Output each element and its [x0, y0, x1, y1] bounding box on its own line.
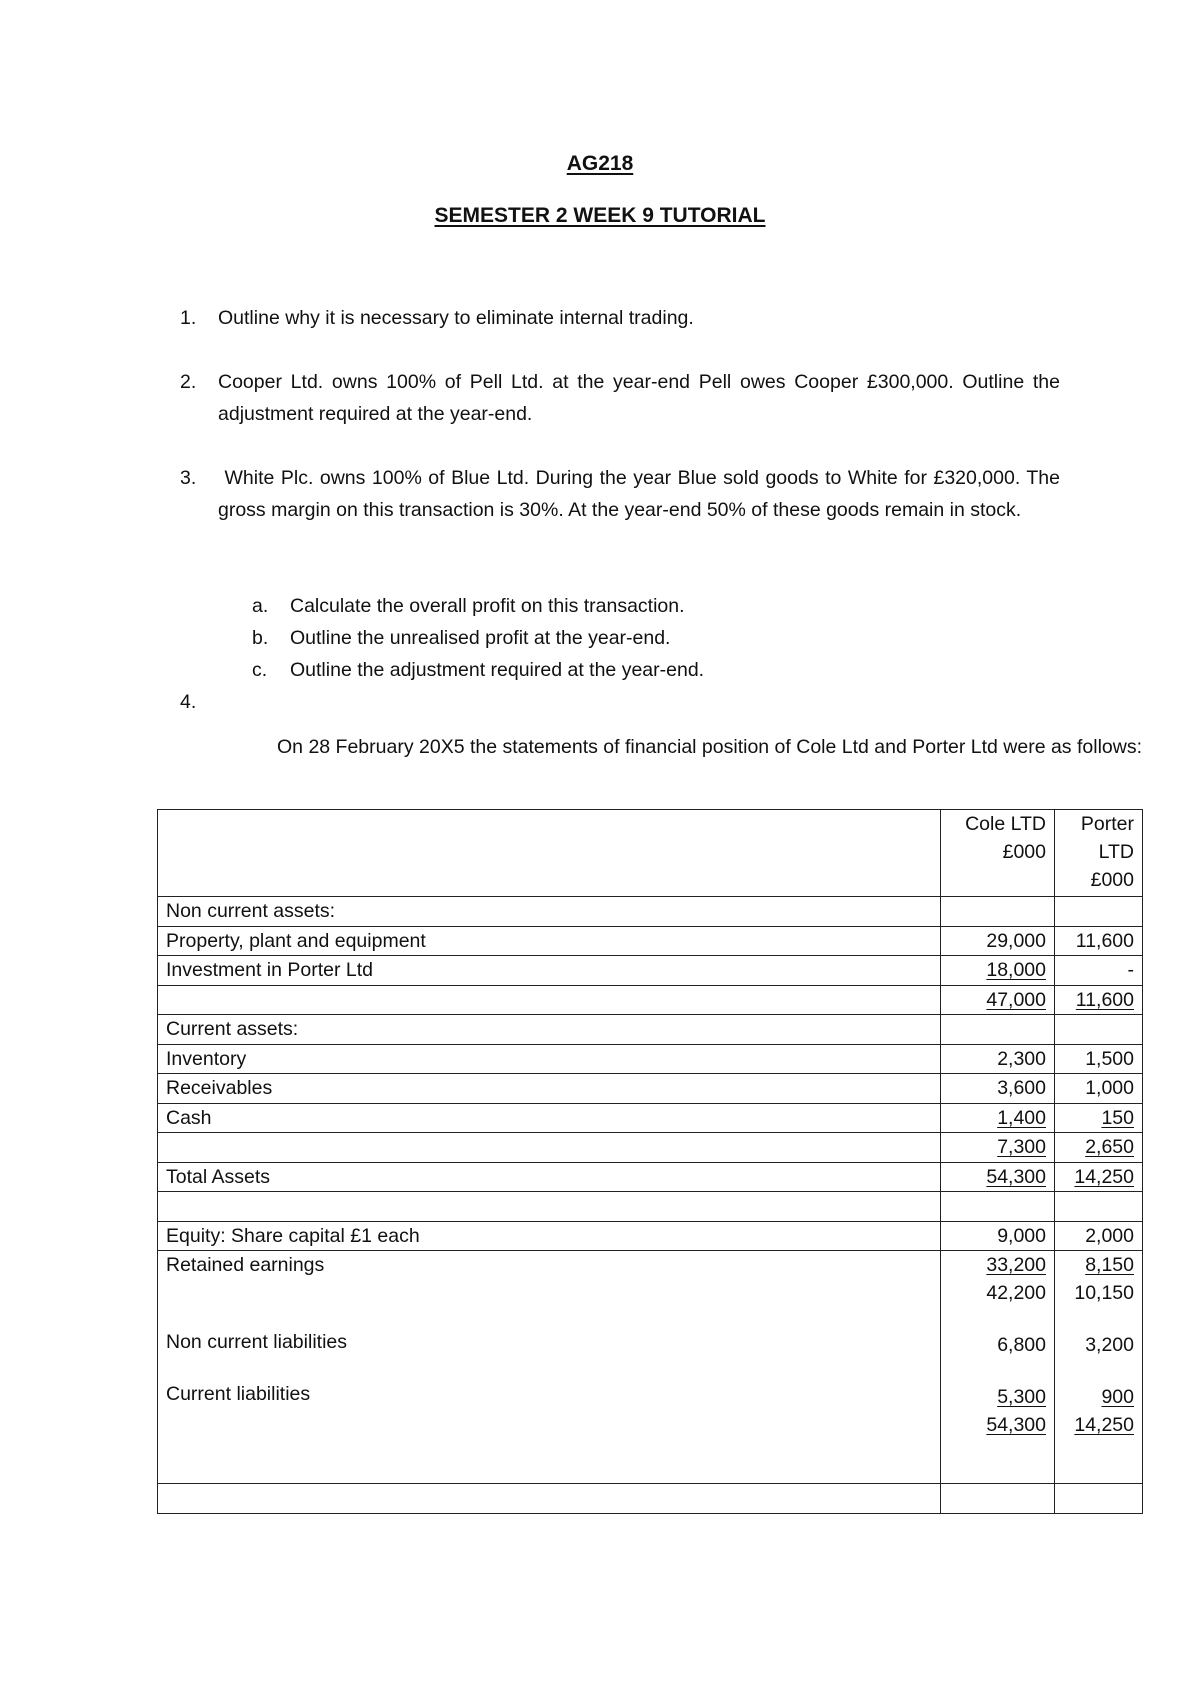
porter-retained: 8,150: [1085, 1254, 1134, 1276]
non-current-liabilities-label: Non current liabilities: [166, 1331, 347, 1353]
porter-value-text: 150: [1101, 1106, 1134, 1129]
porter-subtotal: 11,600: [1075, 988, 1134, 1011]
spacer: [166, 1308, 932, 1328]
question-number: 3.: [180, 467, 197, 489]
table-row: [158, 1103, 1143, 1133]
porter-value: 11,600: [1055, 926, 1143, 956]
current-liabilities-label: Current liabilities: [166, 1383, 311, 1405]
header-porter-name-2: LTD: [1098, 841, 1134, 863]
row-label: Equity: Share capital £1 each: [158, 1221, 941, 1251]
porter-value: [1055, 985, 1143, 1015]
subquestion-b: [252, 622, 1052, 654]
cole-value: 29,000: [941, 926, 1055, 956]
row-label: Investment in Porter Ltd: [158, 956, 941, 986]
row-label: [158, 1484, 941, 1514]
question-number: 2.: [180, 371, 197, 393]
porter-equity-liabilities: [1055, 1251, 1143, 1484]
cole-cl: 5,300: [997, 1386, 1046, 1408]
tutorial-title: SEMESTER 2 WEEK 9 TUTORIAL: [434, 204, 766, 227]
cole-value: [941, 1484, 1055, 1514]
subquestion-a: [252, 590, 1052, 622]
question-text: White Plc. owns 100% of Blue Ltd. During the year Blue sold goods to White for £320,000. The gross margin on this transaction is 30%. At the year-end 50% of these goods remain in stock.: [218, 467, 1066, 521]
subquestion-text: Calculate the overall profit on this transaction.: [290, 595, 685, 617]
subquestion-text: Outline the unrealised profit at the year-end.: [290, 627, 671, 649]
question-text: Cooper Ltd. owns 100% of Pell Ltd. at the year-end Pell owes Cooper £300,000. Outline the adjustment required at the year-end.: [218, 371, 1060, 425]
cole-value: 3,600: [941, 1074, 1055, 1104]
cole-value: [941, 1162, 1055, 1192]
row-label: Receivables: [158, 1074, 941, 1104]
row-label: Non current assets:: [158, 897, 941, 927]
header-label-cell: [158, 810, 941, 897]
cole-subtotal: 7,300: [997, 1136, 1046, 1158]
porter-value: [1055, 1133, 1143, 1163]
cole-subtotal: 47,000: [986, 988, 1046, 1011]
header-cole: [941, 810, 1055, 897]
row-label: Cash: [158, 1103, 941, 1133]
subquestion-label: a.: [252, 595, 269, 617]
cole-value: [941, 1015, 1055, 1045]
porter-value: [1055, 1103, 1143, 1133]
course-code: AG218: [566, 152, 634, 175]
row-label: [158, 1192, 941, 1222]
header-porter-name: Porter: [1080, 813, 1134, 835]
spacer: [1063, 1307, 1134, 1331]
table-row: [158, 1044, 1143, 1074]
porter-value: [1055, 897, 1143, 927]
equity-liabilities-labels: [158, 1251, 941, 1484]
table-row: [158, 1162, 1143, 1192]
row-label: Inventory: [158, 1044, 941, 1074]
cole-value-text: 1,400: [997, 1106, 1046, 1129]
cole-value: [941, 956, 1055, 986]
porter-subtotal: 2,650: [1085, 1136, 1134, 1158]
table-row: [158, 956, 1143, 986]
porter-grand-total: 14,250: [1074, 1414, 1134, 1436]
question-3: [180, 462, 1066, 526]
cole-value: [941, 985, 1055, 1015]
cole-grand-total: 54,300: [986, 1414, 1046, 1436]
question-1: [180, 302, 1060, 334]
header-porter: [1055, 810, 1143, 897]
subquestion-label: c.: [252, 659, 268, 681]
porter-value: 1,500: [1055, 1044, 1143, 1074]
subquestion-text: Outline the adjustment required at the year-end.: [290, 659, 705, 681]
table-row: [158, 985, 1143, 1015]
question-text: Outline why it is necessary to eliminate internal trading.: [218, 307, 694, 329]
cole-value: [941, 1133, 1055, 1163]
cole-value: [941, 897, 1055, 927]
spacer: [949, 1307, 1046, 1331]
cole-value: 2,300: [941, 1044, 1055, 1074]
table-row: [158, 897, 1143, 927]
cole-total: 54,300: [986, 1165, 1046, 1188]
table-row: [158, 1015, 1143, 1045]
table-row: [158, 1221, 1143, 1251]
row-label: [158, 1133, 941, 1163]
porter-value: [1055, 1484, 1143, 1514]
retained-earnings-label: Retained earnings: [166, 1254, 325, 1276]
porter-value: [1055, 1015, 1143, 1045]
header-cole-unit: £000: [1002, 841, 1046, 863]
cole-equity-total: 42,200: [986, 1282, 1046, 1304]
porter-ncl: 3,200: [1085, 1334, 1134, 1356]
table-row-blank: [158, 1484, 1143, 1514]
subquestion-c: [252, 654, 1052, 686]
table-row: [158, 926, 1143, 956]
spacer: [949, 1359, 1046, 1383]
table-row-blank: [158, 1192, 1143, 1222]
cole-value: 9,000: [941, 1221, 1055, 1251]
cole-equity-liabilities: [941, 1251, 1055, 1484]
question-number: 1.: [180, 307, 197, 329]
subquestion-label: b.: [252, 627, 269, 649]
row-label: Property, plant and equipment: [158, 926, 941, 956]
header-porter-unit: £000: [1090, 869, 1134, 891]
porter-value: 1,000: [1055, 1074, 1143, 1104]
porter-value: 2,000: [1055, 1221, 1143, 1251]
cole-value: [941, 1192, 1055, 1222]
cole-retained: 33,200: [986, 1254, 1046, 1276]
header-cole-name: Cole LTD: [965, 813, 1046, 835]
cole-value-text: 18,000: [986, 959, 1046, 981]
porter-cl: 900: [1101, 1386, 1134, 1408]
porter-total: 14,250: [1074, 1165, 1134, 1188]
table-row: [158, 1074, 1143, 1104]
table-row: [158, 1133, 1143, 1163]
cole-value: [941, 1103, 1055, 1133]
question-number: 4.: [180, 691, 197, 713]
table-header-row: [158, 810, 1143, 897]
row-label: [158, 985, 941, 1015]
row-label: Total Assets: [158, 1162, 941, 1192]
porter-equity-total: 10,150: [1074, 1282, 1134, 1304]
cole-ncl: 6,800: [997, 1334, 1046, 1356]
question-2: [180, 366, 1060, 430]
row-label: Current assets:: [158, 1015, 941, 1045]
porter-value: -: [1055, 956, 1143, 986]
table-row-equity-liabilities: [158, 1251, 1143, 1484]
spacer: [166, 1279, 932, 1308]
question-4-intro: On 28 February 20X5 the statements of financial position of Cole Ltd and Porter Ltd were as follows:: [277, 736, 1142, 758]
financial-position-table: [157, 809, 1143, 1514]
spacer: [166, 1356, 932, 1380]
porter-value: [1055, 1192, 1143, 1222]
porter-value: [1055, 1162, 1143, 1192]
spacer: [1063, 1359, 1134, 1383]
